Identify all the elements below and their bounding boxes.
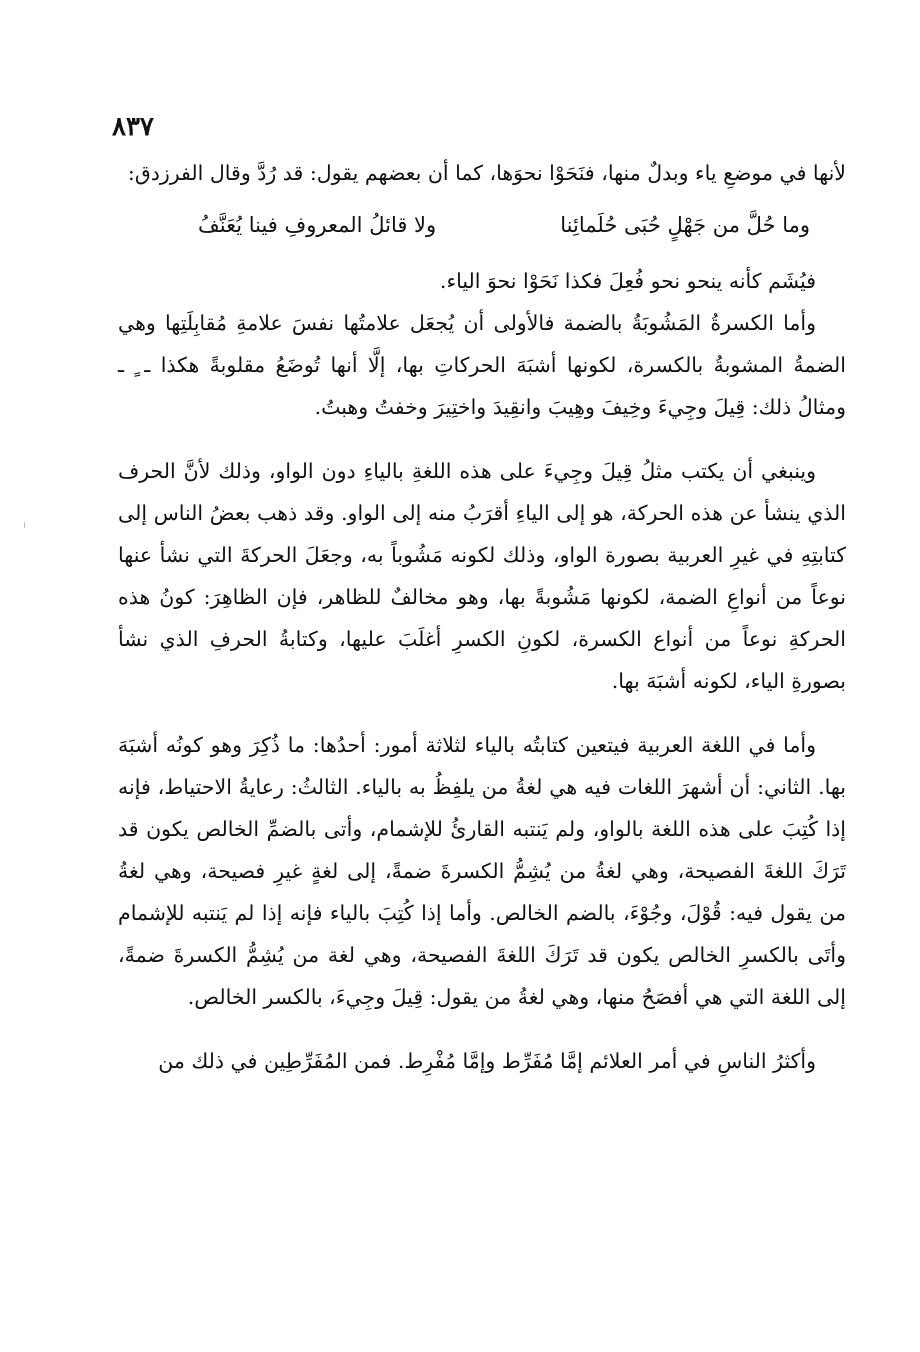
verse-hemistich-1: وما حُلَّ من جَهْلٍ حُبَى حُلَمائِنا [560,213,810,237]
margin-mark [24,522,25,528]
paragraph-3: وأما الكسرةُ المَشُوبَةُ بالضمة فالأولى أن يُجعَل علامتُها نفسَ علامةِ مُقابِلَتِها وهي الضمةُ المشوبةُ بالكسرة، لكونها أشبَهَ الحركاتِ بها، إلَّا أنها تُوضَعُ مقلوبةً هكذا ـ ٍ ـ ومثالُ ذلك: قِيلَ وجِيءَ وخِيفَ وهِيبَ وانقِيدَ واختِيرَ وخفتُ وهبتُ. [118,311,846,419]
page-body [118,152,846,1082]
paragraph-5: وأما في اللغة العربية فيتعين كتابتُه بالياء لثلاثة أمور: أحدُها: ما ذُكِرَ وهو كونُه أشبَهَ بها. الثاني: أن أشهرَ اللغات فيه هي لغةُ من يلفِظُ به بالياء. الثالثُ: رعايةُ الاحتياط، فإنه إذا كُتِبَ على هذه اللغة بالواو، ولم يَنتبه القارئُ للإشمام، وأتى بالضمِّ الخالص يكون قد تَرَكَ اللغةَ الفصيحة، وهي لغةُ من يُشِمُّ الكسرةَ ضمةً، إلى لغةٍ غيرِ فصيحة، وهي لغةُ من يقول فيه: قُوْلَ، وجُوْءَ، بالضم الخالص. وأما إذا كُتِبَ بالياء فإنه إذا لم يَنتبه للإشمام وأتَى بالكسرِ الخالص يكون قد تَرَكَ اللغةَ الفصيحة، وهي لغة من يُشِمُّ الكسرةَ ضمةً، إلى اللغة التي هي أفصَحُ منها، وهي لغةُ من يقول: قِيلَ وجِيءَ، بالكسر الخالص. [118,733,846,1009]
poetry-verse [118,204,846,246]
paragraph-4: وينبغي أن يكتب مثلُ قِيلَ وجِيءَ على هذه اللغةِ بالياءِ دون الواو، وذلك لأنَّ الحرف الذي ينشأ عن هذه الحركة، هو إلى الياءِ أقرَبُ منه إلى الواو. وقد ذهب بعضُ الناس إلى كتابتِهِ في غيرِ العربية بصورة الواو، وذلك لكونه مَشُوباً به، وجعَلَ الحركةَ التي نشأ عنها نوعاً من أنواعِ الضمة، لكونها مَشُوبةً بها، وهو مخالفٌ للظاهر، فإن الظاهِرَ: كونُ هذه الحركةِ نوعاً من أنواع الكسرة، لكونِ الكسرِ أغلَبَ عليها، وكتابةُ الحرفِ الذي نشأ بصورةِ الياء، لكونه أشبَهَ بها. [118,459,846,693]
verse-hemistich-2: ولا قائلُ المعروفِ فينا يُعَنَّفُ [198,213,437,237]
paragraph-1: لأنها في موضعِ ياء وبدلٌ منها، فنَحَوْا نحوَها، كما أن بعضهم يقول: قد رُدَّ وقال الفرزدق: [127,161,846,185]
paragraph-2: فيُشَم كأنه ينحو نحو فُعِلَ فكذا نَحَوْا نحوَ الياء. [439,269,816,293]
page-number: ٨٣٧ [112,112,154,142]
paragraph-6: وأكثرُ الناسِ في أمر العلائم إمَّا مُفَرِّط وإمَّا مُفْرِط. فمن المُفَرِّطِين في ذلك من [158,1049,816,1073]
